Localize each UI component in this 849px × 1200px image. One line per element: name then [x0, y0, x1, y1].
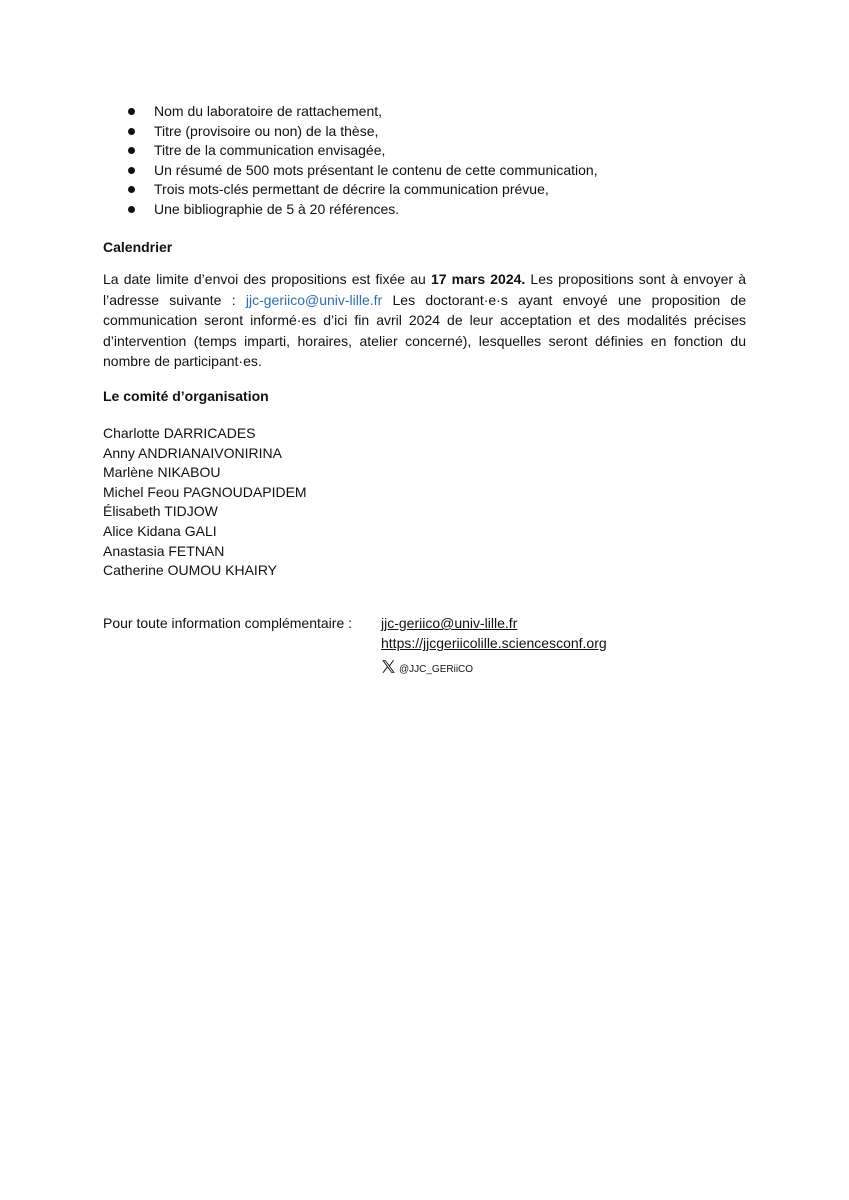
committee-member: Élisabeth TIDJOW — [103, 503, 218, 520]
contact-label: Pour toute information complémentaire : — [103, 615, 353, 631]
list-item: Titre (provisoire ou non) de la thèse, — [0, 122, 849, 142]
list-item: Un résumé de 500 mots présentant le contenu de cette communication, — [0, 161, 849, 181]
social-handle: @JJC_GERiiCO — [399, 663, 474, 675]
bullet-icon — [128, 128, 135, 135]
committee-member: Anastasia FETNAN — [103, 542, 225, 559]
calendar-heading: Calendrier — [103, 239, 173, 255]
committee-member: Michel Feou PAGNOUDAPIDEM — [103, 483, 307, 500]
requirements-list — [0, 102, 849, 220]
committee-member: Catherine OUMOU KHAIRY — [103, 562, 278, 579]
list-item: Trois mots-clés permettant de décrire la communication prévue, — [0, 180, 849, 200]
committee-member: Marlène NIKABOU — [103, 464, 221, 481]
bullet-icon — [128, 167, 135, 174]
website-link[interactable]: https://jjcgeriicolille.sciencesconf.org — [381, 635, 607, 651]
bullet-icon — [128, 147, 135, 154]
social-handle-row[interactable] — [381, 656, 473, 676]
email-link[interactable]: jjc-geriico@univ-lille.fr — [245, 291, 383, 308]
committee-heading: Le comité d’organisation — [103, 388, 269, 404]
bullet-icon — [128, 108, 135, 115]
committee-member: Charlotte DARRICADES — [103, 425, 256, 441]
list-item: Une bibliographie de 5 à 20 références. — [0, 200, 849, 220]
calendar-paragraph: La date limite d’envoi des propositions est fixée au 17 mars 2024. Les propositions sont à envoyer à l’adresse suivante : jjc-geriico@univ-lille.fr Les doctorant·e·s ayant envoyé une proposition de communication seront informé·es d’ici fin avril 2024 de leur acceptation et des modalités précises d’intervention (temps imparti, horaires, atelier concerné), lesquelles seront définies en fonction du nombre de participant·es. — [103, 271, 746, 369]
committee-member: Alice Kidana GALI — [103, 522, 217, 539]
bullet-icon — [128, 186, 135, 193]
list-item: Nom du laboratoire de rattachement, — [0, 102, 849, 122]
contact-email-link[interactable]: jjc-geriico@univ-lille.fr — [381, 615, 518, 631]
deadline-date: 17 mars 2024. — [430, 271, 526, 287]
committee-member: Anny ANDRIANAIVONIRINA — [103, 444, 282, 461]
committee-list — [103, 424, 307, 581]
bullet-icon — [128, 206, 135, 213]
list-item: Titre de la communication envisagée, — [0, 141, 849, 161]
x-logo-icon — [381, 659, 396, 674]
